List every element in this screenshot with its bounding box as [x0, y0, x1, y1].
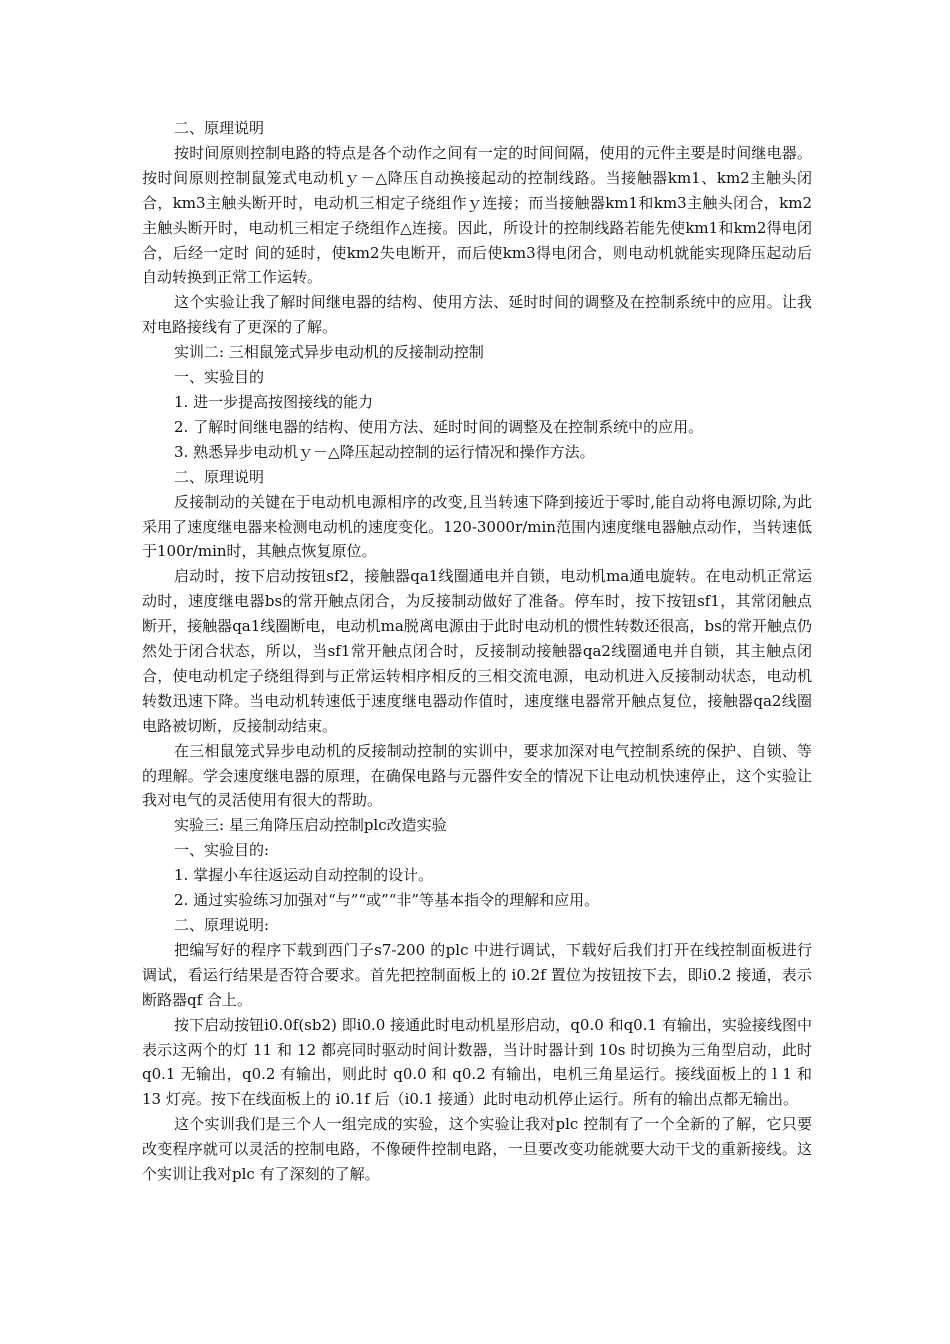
- section-heading-principle: 二、原理说明: [174, 119, 265, 137]
- paragraph: 这个实验让我了解时间继电器的结构、使用方法、延时时间的调整及在控制系统中的应用。让我对电路接线有了更深的了解。: [142, 293, 812, 337]
- list-item: 2. 通过实验练习加强对“与”“或”“非”等基本指令的理解和应用。: [174, 891, 600, 910]
- experiment-title-3: 实验三: 星三角降压启动控制plc改造实验: [174, 816, 447, 835]
- section-heading-purpose: 一、实验目的: [174, 368, 265, 387]
- paragraph: 反接制动的关键在于电动机电源相序的改变,且当转速下降到接近于零时,能自动将电源切除,为此采用了速度继电器来检测电动机的速度变化。120-3000r/min范围内速度继电器触点动作，当转速低于100r/min时，其触点恢复原位。: [142, 492, 812, 561]
- list-item: 3. 熟悉异步电动机ｙ－△降压起动控制的运行情况和操作方法。: [174, 442, 595, 461]
- paragraph: 把编写好的程序下载到西门子s7-200 的plc 中进行调试，下载好后我们打开在线控制面板进行调试，看运行结果是否符合要求。首先把控制面板上的 i0.2f 置位为按钮按下去，即i0.2 接通，表示断路器qf 合上。: [142, 940, 812, 1009]
- list-item: 1. 进一步提高按图接线的能力: [174, 392, 374, 411]
- paragraph: 这个实训我们是三个人一组完成的实验，这个实验让我对plc 控制有了一个全新的了解，它只要改变程序就可以灵活的控制电路，不像硬件控制电路，一旦要改变功能就要大动干戈的重新接线。这个实训让我对plc 有了深刻的了解。: [142, 1115, 812, 1184]
- experiment-title-2: 实训二: 三相鼠笼式异步电动机的反接制动控制: [174, 343, 484, 362]
- section-heading-principle: 二、原理说明: [174, 467, 265, 486]
- list-item: 1. 掌握小车往返运动自动控制的设计。: [174, 866, 434, 885]
- paragraph: 在三相鼠笼式异步电动机的反接制动控制的实训中，要求加深对电气控制系统的保护、自锁、等的理解。学会速度继电器的原理，在确保电路与元器件安全的情况下让电动机快速停止，这个实验让我对电气的灵活使用有很大的帮助。: [142, 741, 812, 810]
- document-body: [142, 116, 812, 1187]
- paragraph: 按时间原则控制电路的特点是各个动作之间有一定的时间间隔，使用的元件主要是时间继电器。按时间原则控制鼠笼式电动机ｙ－△降压自动换接起动的控制线路。当接触器km1、km2主触头闭合，km3主触头断开时，电动机三相定子绕组作ｙ连接；而当接触器km1和km3主触头闭合，km2 主触头断开时，电动机三相定子绕组作△连接。因此，所设计的控制线路若能先使km1和km2得电闭合，后经一定时 间的延时，使km2失电断开，而后使km3得电闭合，则电动机就能实现降压起动后自动转换到正常工作运转。: [142, 143, 812, 287]
- paragraph: 启动时，按下启动按钮sf2，接触器qa1线圈通电并自锁，电动机ma通电旋转。在电动机正常运动时，速度继电器bs的常开触点闭合，为反接制动做好了准备。停车时，按下按钮sf1，其常闭触点断开，接触器qa1线圈断电，电动机ma脱离电源由于此时电动机的惯性转数还很高，bs的常开触点仍然处于闭合状态，所以，当sf1常开触点闭合时，反接制动接触器qa2线圈通电并自锁，其主触点闭合，使电动机定子绕组得到与正常运转相序相反的三相交流电源，电动机进入反接制动状态，电动机转数迅速下降。当电动机转速低于速度继电器动作值时，速度继电器常开触点复位，接触器qa2线圈电路被切断，反接制动结束。: [142, 567, 812, 735]
- list-item: 2. 了解时间继电器的结构、使用方法、延时时间的调整及在控制系统中的应用。: [174, 417, 704, 436]
- section-heading-principle: 二、原理说明:: [174, 916, 270, 934]
- paragraph: 按下启动按钮i0.0f(sb2) 即i0.0 接通此时电动机星形启动，q0.0 和q0.1 有输出，实验接线图中表示这两个的灯 11 和 12 都亮同时驱动时间计数器，当计时器计到 10s 时切换为三角型启动，此时 q0.1 无输出，q0.2 有输出，则此时 q0.0 和 q0.2 有输出，电机三角星运行。接线面板上的 l 1 和 13 灯亮。按下在线面板上的 i0.1f 后（i0.1 接通）此时电动机停止运行。所有的输出点都无输出。: [142, 1015, 812, 1109]
- section-heading-purpose: 一、实验目的:: [174, 841, 270, 860]
